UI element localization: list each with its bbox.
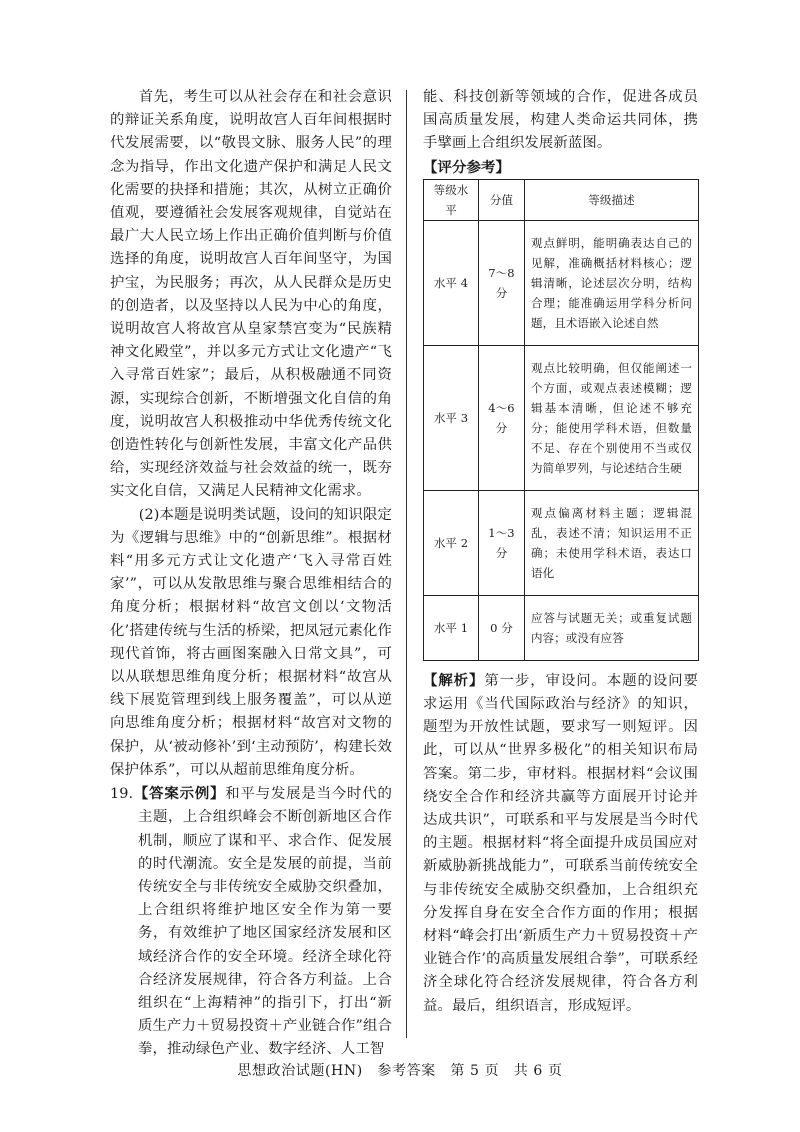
scoring-table bbox=[423, 179, 699, 661]
score-cell: 0 分 bbox=[479, 595, 525, 660]
description-cell: 观点比较明确，但仅能阐述一个方面，或观点表述模糊；逻辑基本清晰，但论述不够充分；能使用学科术语，但数量不足、存在个别使用不当或仅为简单罗列，与论述结合生硬 bbox=[525, 345, 699, 490]
question-19-number: 19. bbox=[110, 786, 134, 803]
page-footer: 思想政治试题(HN) 参考答案 第 5 页 共 6 页 bbox=[237, 1063, 563, 1079]
answer-paragraph-2: (2)本题是说明类试题，设问的知识限定为《逻辑与思维》中的“创新思维”。根据材料“用多元方式让文化遗产‘飞入寻常百姓家’”，可以从发散思维与聚合思维相结合的角度分析；根据材料“故宫文创以‘文物活化’搭建传统与生活的桥梁，把凤冠元素化作现代首饰，将古画图案融入日常文具”，可以从联想思维角度分析；根据材料“故宫从线下展览管理到线上服务覆盖”，可以从逆向思维角度分析；根据材料“故宫对文物的保护，从‘被动修补’到‘主动预防’，构建长效保护体系”，可以从超前思维角度分析。 bbox=[110, 506, 392, 778]
level-cell: 水平 2 bbox=[424, 490, 479, 595]
column-divider bbox=[406, 90, 407, 1038]
analysis-label: 【解析】 bbox=[423, 671, 485, 689]
description-cell: 观点偏离材料主题；逻辑混乱，表述不清；知识运用不正确；未使用学科术语，表达口语化 bbox=[525, 490, 699, 595]
answer-example-label: 【答案示例】 bbox=[133, 785, 226, 803]
score-cell: 1～3 分 bbox=[479, 490, 525, 595]
analysis-text: 第一步，审设问。本题的设问要求运用《当代国际政治与经济》的知识，题型为开放性试题，要求写一则短评。因此，可以从“世界多极化”的相关知识布局答案。第二步，审材料。根据材料“会议围绕安全合作和经济共赢等方面展开讨论并达成共识”，可联系和平与发展是当今时代的主题。根据材料“将全面提升成员国应对新威胁新挑战能力”，可联系当前传统安全与非传统安全威胁交织叠加，上合组织充分发挥自身在安全合作方面的作用；根据材料“峰会打出‘新质生产力＋贸易投资＋产业链合作’的高质量发展组合拳”，可联系经济全球化符合经济发展规律，符合各方利益。最后，组织语言，形成短评。 bbox=[423, 672, 698, 1014]
question-19-answer bbox=[110, 782, 392, 1061]
table-row bbox=[424, 595, 699, 660]
answer-continuation: 能、科技创新等领域的合作，促进各成员国高质量发展，构建人类命运共同体，携手擘画上合组织发展新蓝图。 bbox=[423, 89, 698, 152]
table-row bbox=[424, 220, 699, 345]
description-cell: 观点鲜明，能明确表达自己的见解，准确概括材料核心；逻辑清晰，论述层次分明，结构合理；能准确运用学科分析问题，且术语嵌入论述自然 bbox=[525, 220, 699, 345]
header-level: 等级水平 bbox=[424, 179, 479, 220]
score-reference-label: 【评分参考】 bbox=[423, 158, 510, 176]
level-cell: 水平 4 bbox=[424, 220, 479, 345]
header-description: 等级描述 bbox=[525, 179, 699, 220]
level-cell: 水平 3 bbox=[424, 345, 479, 490]
description-cell: 应答与试题无关；或重复试题内容；或没有应答 bbox=[525, 595, 699, 660]
answer-paragraph-1: 首先，考生可以从社会存在和社会意识的辩证关系角度，说明故宫人百年间根据时代发展需要，以“敬畏文脉、服务人民”的理念为指导，作出文化遗产保护和满足人民文化需要的抉择和措施；其次，从树立正确价值观，要遵循社会发展客观规律，自觉站在最广大人民立场上作出正确价值判断与价值选择的角度，说明故宫人百年间坚守，为国护宝，为民服务；再次，从人民群众是历史的创造者，以及坚持以人民为中心的角度，说明故宫人将故宫从皇家禁宫变为“民族精神文化殿堂”，并以多元方式让文化遗产“飞入寻常百姓家”；最后，从积极融通不同资源，实现综合创新，不断增强文化自信的角度，说明故宫人积极推动中华优秀传统文化创造性转化与创新性发展，丰富文化产品供给，实现经济效益与社会效益的统一，既夯实文化自信，又满足人民精神文化需求。 bbox=[110, 89, 392, 500]
question-19-text: 和平与发展是当今时代的主题，上合组织峰会不断创新地区合作机制，顺应了谋和平、求合作、促发展的时代潮流。安全是发展的前提，当前传统安全与非传统安全威胁交织叠加，上合组织将维护地区安全作为第一要务，有效维护了地区国家经济发展和区域经济合作的安全环境。经济全球化符合经济发展规律，符合各方利益。上合组织在“上海精神”的指引下，打出“新质生产力＋贸易投资＋产业链合作”组合拳，推动绿色产业、数字经济、人工智 bbox=[138, 786, 392, 1058]
table-row bbox=[424, 490, 699, 595]
score-cell: 4～6 分 bbox=[479, 345, 525, 490]
analysis-paragraph bbox=[423, 669, 698, 1018]
table-row bbox=[424, 345, 699, 490]
level-cell: 水平 1 bbox=[424, 595, 479, 660]
table-header-row bbox=[424, 179, 699, 220]
score-cell: 7～8 分 bbox=[479, 220, 525, 345]
header-score: 分值 bbox=[479, 179, 525, 220]
right-column bbox=[423, 86, 698, 1018]
left-column bbox=[110, 86, 392, 1062]
